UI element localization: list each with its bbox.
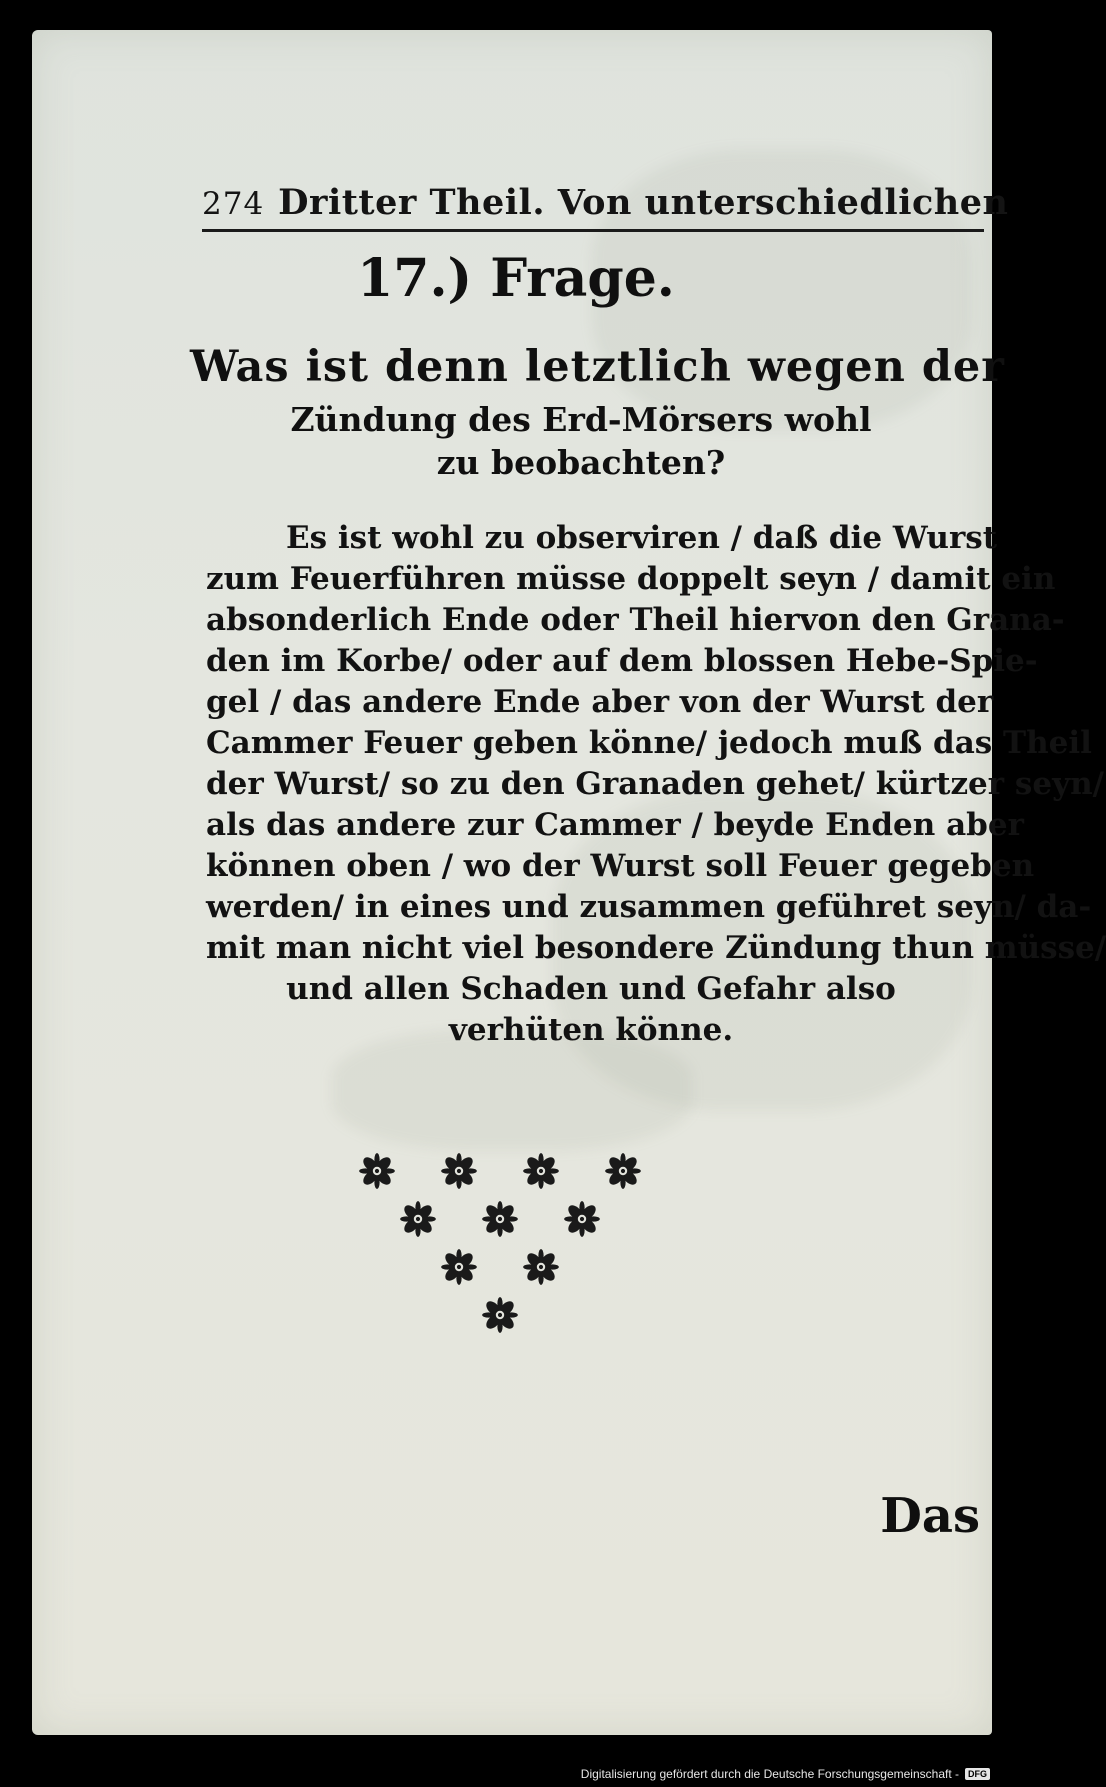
fleuron-icon [479, 1198, 521, 1240]
question-title-line: Was ist denn letztlich wegen der [190, 342, 1005, 392]
ornament-row [0, 1198, 1000, 1240]
running-header [202, 182, 1009, 232]
question-title-line: zu beobachten? [436, 443, 726, 482]
answer-line: werden/ in eines und zusammen geführet seyn/ da- [206, 889, 1092, 925]
running-head-title: Dritter Theil. Von unterschiedlichen [278, 182, 1009, 223]
answer-line: zum Feuerführen müsse doppelt seyn / damit ein [206, 561, 1056, 597]
fleuron-icon [479, 1294, 521, 1336]
fleuron-ornament [0, 1150, 1000, 1342]
catchword: Das [880, 1488, 980, 1544]
answer-line: den im Korbe/ oder auf dem blossen Hebe-Spie- [206, 643, 1038, 679]
fleuron-icon [602, 1150, 644, 1192]
answer-line: mit man nicht viel besondere Zündung thun müsse/ [206, 930, 1106, 966]
answer-line: der Wurst/ so zu den Granaden gehet/ kürtzer seyn/ [206, 766, 1104, 802]
fleuron-icon [438, 1246, 480, 1288]
fleuron-icon [438, 1150, 480, 1192]
answer-paragraph [206, 518, 1106, 1051]
answer-line: absonderlich Ende oder Theil hiervon den Grana- [206, 602, 1065, 638]
fleuron-icon [520, 1150, 562, 1192]
answer-line: verhüten könne. [448, 1012, 734, 1048]
footer-text: Digitalisierung gefördert durch die Deutsche Forschungsgemeinschaft - [580, 1767, 959, 1781]
question-heading: 17.) Frage. [357, 248, 675, 309]
question-title [190, 342, 1005, 482]
digitization-footer [581, 1767, 990, 1781]
answer-line: gel / das andere Ende aber von der Wurst der [206, 684, 994, 720]
answer-line: und allen Schaden und Gefahr also [286, 971, 896, 1007]
fleuron-icon [397, 1198, 439, 1240]
answer-line: Cammer Feuer geben könne/ jedoch muß das Theil [206, 725, 1092, 761]
page-number: 274 [202, 186, 265, 222]
ornament-row [0, 1150, 1000, 1192]
answer-line: Es ist wohl zu observiren / daß die Wurst [286, 520, 998, 556]
fleuron-icon [520, 1246, 562, 1288]
answer-line: als das andere zur Cammer / beyde Enden aber [206, 807, 1024, 843]
dfg-logo: DFG [965, 1768, 990, 1780]
question-title-line: Zündung des Erd-Mörsers wohl [290, 400, 872, 439]
fleuron-icon [561, 1198, 603, 1240]
ornament-row [0, 1246, 1000, 1288]
ornament-row [0, 1294, 1000, 1336]
answer-line: können oben / wo der Wurst soll Feuer gegeben [206, 848, 1035, 884]
fleuron-icon [356, 1150, 398, 1192]
